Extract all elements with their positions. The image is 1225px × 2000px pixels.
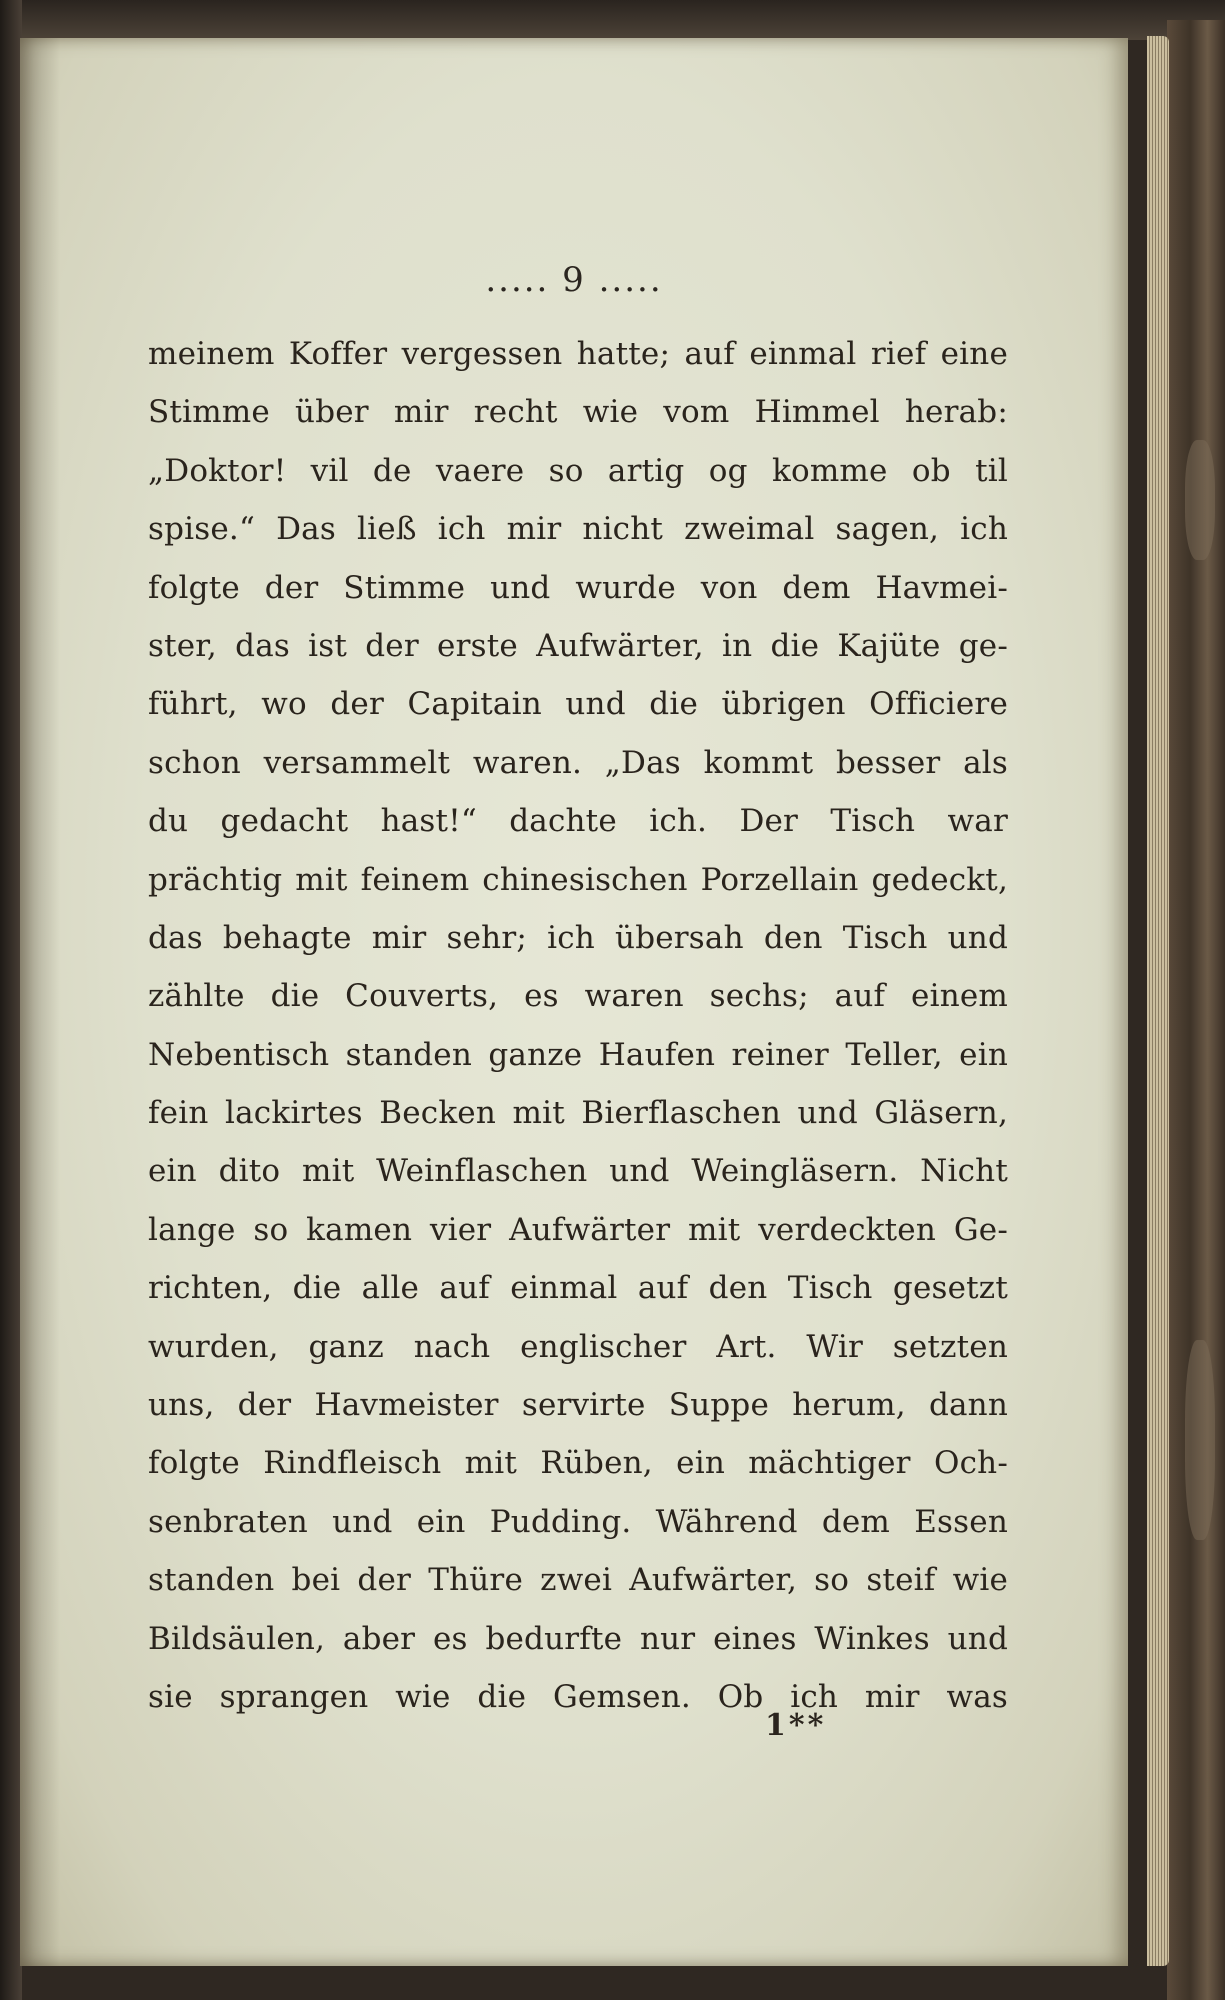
text-line: prächtig mit feinem chinesischen Porzellain gedeckt, bbox=[148, 861, 1008, 898]
body-text bbox=[148, 325, 1008, 1726]
text-line: das behagte mir sehr; ich übersah den Tisch und bbox=[148, 919, 1008, 956]
text-line: spise.“ Das ließ ich mir nicht zweimal sagen, ich bbox=[148, 511, 1008, 548]
page-edges bbox=[1147, 36, 1169, 1966]
page-number-header: ..... 9 ..... bbox=[485, 260, 663, 300]
book-cover bbox=[1167, 20, 1225, 2000]
text-line: uns, der Havmeister servirte Suppe herum, dann bbox=[148, 1387, 1008, 1424]
signature-mark: 1** bbox=[765, 1708, 827, 1743]
text-line: folgte Rindfleisch mit Rüben, ein mächtiger Och- bbox=[148, 1445, 1008, 1482]
text-line: folgte der Stimme und wurde von dem Havmei- bbox=[148, 569, 1008, 606]
text-line: ster, das ist der erste Aufwärter, in die Kajüte ge- bbox=[148, 627, 1008, 664]
text-line: führt, wo der Capitain und die übrigen Officiere bbox=[148, 686, 1008, 723]
text-line: fein lackirtes Becken mit Bierflaschen und Gläsern, bbox=[148, 1095, 1008, 1132]
cover-wear-spot bbox=[1185, 1340, 1215, 1540]
text-line: standen bei der Thüre zwei Aufwärter, so steif wie bbox=[148, 1562, 1008, 1599]
text-line: senbraten und ein Pudding. Während dem Essen bbox=[148, 1503, 1008, 1540]
text-line: sie sprangen wie die Gemsen. Ob ich mir was bbox=[148, 1678, 1008, 1715]
text-line: du gedacht hast!“ dachte ich. Der Tisch war bbox=[148, 803, 1008, 840]
text-line: Nebentisch standen ganze Haufen reiner Teller, ein bbox=[148, 1036, 1008, 1073]
text-line: ein dito mit Weinflaschen und Weingläsern. Nicht bbox=[148, 1153, 1008, 1190]
text-line: schon versammelt waren. „Das kommt besser als bbox=[148, 744, 1008, 781]
cover-wear-spot bbox=[1185, 440, 1215, 560]
text-line: „Doktor! vil de vaere so artig og komme ob til bbox=[148, 452, 1008, 489]
scan-left-edge bbox=[0, 0, 22, 2000]
text-line: wurden, ganz nach englischer Art. Wir setzten bbox=[148, 1328, 1008, 1365]
gutter-shadow bbox=[20, 38, 60, 1966]
text-line: meinem Koffer vergessen hatte; auf einmal rief eine bbox=[148, 336, 1008, 372]
text-line: zählte die Couverts, es waren sechs; auf einem bbox=[148, 978, 1008, 1015]
scan-top-edge bbox=[0, 0, 1225, 40]
text-line: richten, die alle auf einmal auf den Tisch gesetzt bbox=[148, 1270, 1008, 1307]
text-line: Bildsäulen, aber es bedurfte nur eines Winkes und bbox=[148, 1620, 1008, 1657]
text-line: lange so kamen vier Aufwärter mit verdeckten Ge- bbox=[148, 1211, 1008, 1248]
book-page bbox=[20, 38, 1128, 1966]
text-line: Stimme über mir recht wie vom Himmel herab: bbox=[148, 394, 1008, 431]
